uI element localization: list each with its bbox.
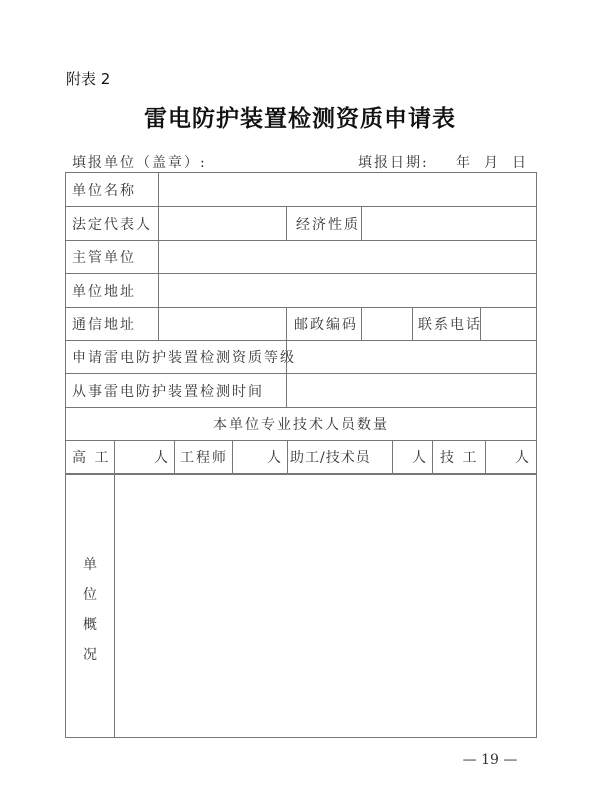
overview-char: 概 <box>83 617 97 633</box>
engineer-count-field[interactable] <box>233 441 287 473</box>
overview-char: 位 <box>83 587 97 603</box>
unit-person: 人 <box>267 450 283 466</box>
senior-engineer-label: 高 工 <box>72 450 111 466</box>
contact-phone-label: 联系电话 <box>418 317 482 333</box>
unit-name-field[interactable] <box>159 173 536 206</box>
detection-time-label: 从事雷电防护装置检测时间 <box>72 383 264 400</box>
col-divider <box>174 440 175 474</box>
senior-engineer-count-field[interactable] <box>115 441 174 473</box>
assistant-technician-label: 助工/技术员 <box>290 450 371 466</box>
unit-person: 人 <box>412 450 428 466</box>
unit-address-field[interactable] <box>159 274 536 307</box>
postal-code-field[interactable] <box>362 308 412 340</box>
unit-person: 人 <box>154 450 170 466</box>
contact-phone-field[interactable] <box>481 308 536 340</box>
skilled-worker-count-field[interactable] <box>486 441 535 473</box>
col-divider <box>287 440 288 474</box>
appendix-label: 附表 2 <box>66 70 111 88</box>
supervisor-unit-label: 主管单位 <box>72 250 136 266</box>
unit-overview-label <box>66 550 114 670</box>
economic-nature-label: 经济性质 <box>296 216 360 233</box>
skilled-worker-label: 技 工 <box>440 450 479 466</box>
mailing-address-label: 通信地址 <box>72 317 136 333</box>
postal-code-label: 邮政编码 <box>294 317 358 333</box>
page-title: 雷电防护装置检测资质申请表 <box>144 105 456 132</box>
assistant-technician-count-field[interactable] <box>393 441 432 473</box>
qualification-level-label: 申请雷电防护装置检测资质等级 <box>72 350 296 366</box>
supervisor-unit-field[interactable] <box>159 241 536 273</box>
table-border-bottom <box>65 737 537 738</box>
month-label: 月 <box>484 155 500 171</box>
year-label: 年 <box>456 155 472 171</box>
day-label: 日 <box>512 155 528 171</box>
overview-char: 单 <box>83 557 97 573</box>
engineer-label: 工程师 <box>180 450 228 466</box>
col-divider <box>412 307 413 340</box>
detection-time-field[interactable] <box>287 374 536 407</box>
legal-rep-label: 法定代表人 <box>72 216 152 233</box>
unit-address-label: 单位地址 <box>72 283 136 300</box>
legal-rep-field[interactable] <box>159 207 286 240</box>
unit-person: 人 <box>515 450 531 466</box>
table-border-right <box>536 172 537 738</box>
filling-date-label: 填报日期: <box>358 155 429 171</box>
mailing-address-field[interactable] <box>159 308 286 340</box>
qualification-level-field[interactable] <box>287 341 536 373</box>
filling-unit-label: 填报单位（盖章）: <box>72 155 207 171</box>
staff-section-title: 本单位专业技术人员数量 <box>213 417 389 433</box>
col-divider <box>286 206 287 240</box>
page-number: — 19 — <box>462 752 518 768</box>
overview-char: 况 <box>83 647 97 663</box>
unit-name-label: 单位名称 <box>72 182 136 199</box>
economic-nature-field[interactable] <box>362 207 536 240</box>
unit-overview-field[interactable] <box>115 475 536 737</box>
col-divider <box>432 440 433 474</box>
